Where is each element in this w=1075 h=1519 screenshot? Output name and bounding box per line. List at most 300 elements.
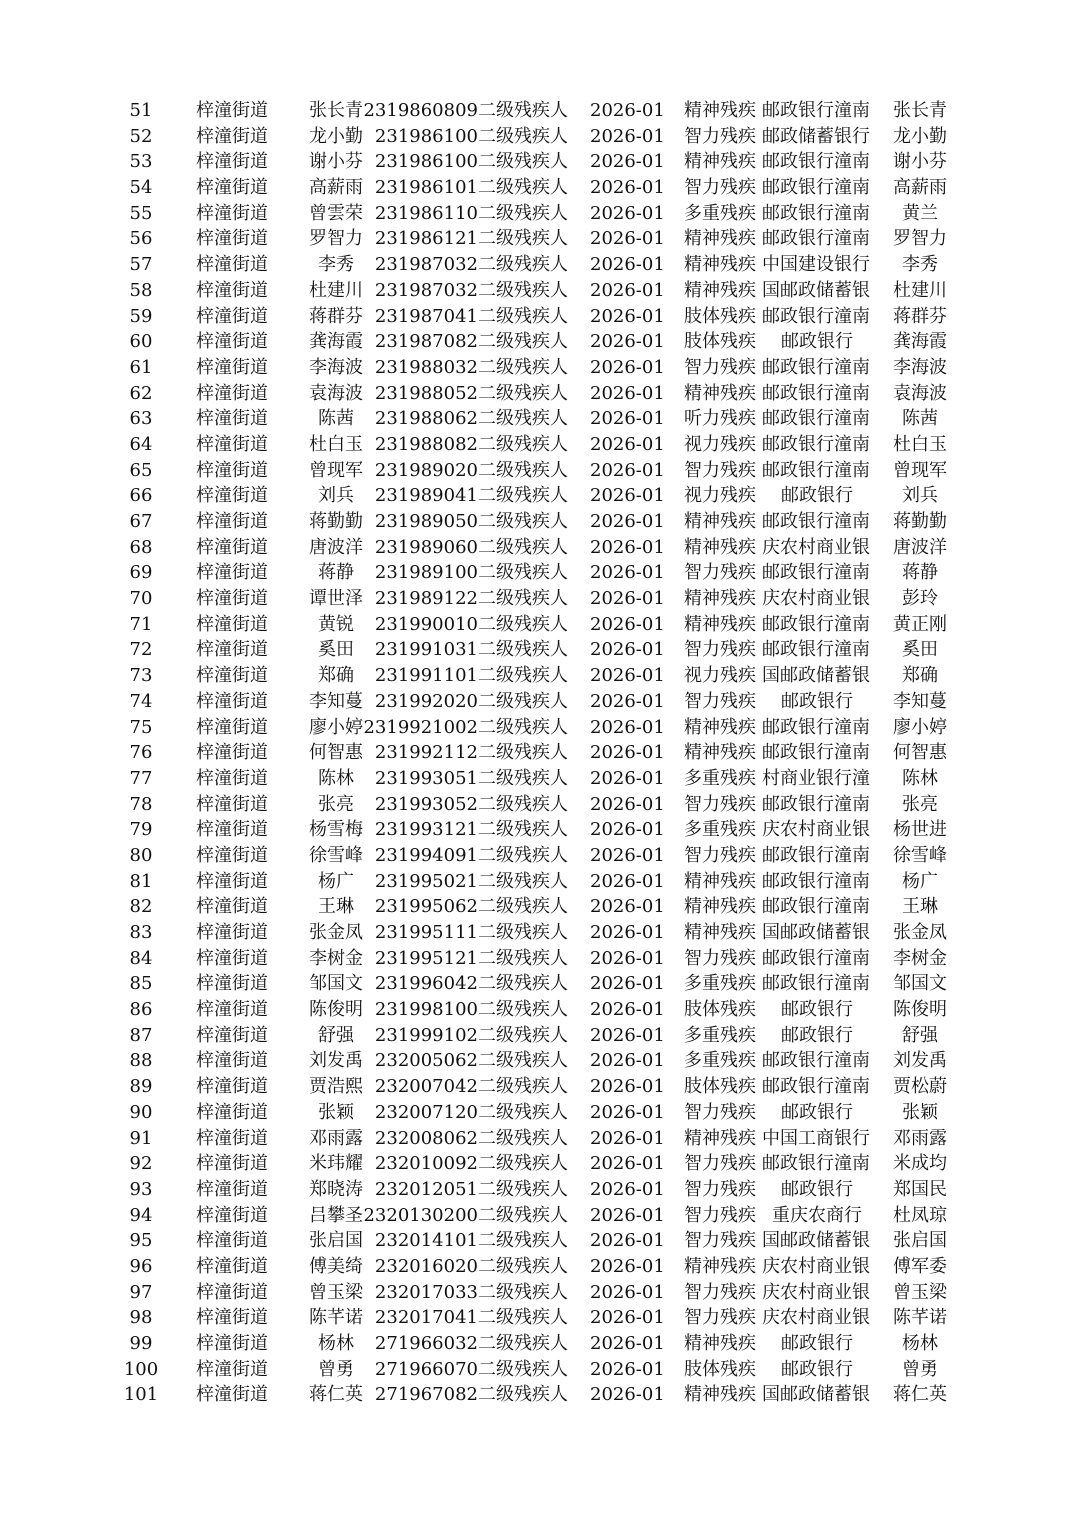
payee-cell: 刘发禹	[893, 1050, 947, 1072]
disability-type-cell: 视力残疾	[684, 433, 756, 455]
name-cell: 曾玉梁	[309, 1281, 363, 1303]
payee-cell: 张长青	[893, 100, 947, 121]
disability-level-cell: 二级残疾人	[478, 1153, 568, 1175]
disability-type-cell: 多重残疾	[684, 1024, 756, 1046]
name-cell: 龚海霞	[309, 331, 363, 353]
payee-cell: 杜建川	[893, 279, 947, 301]
row-number-cell: 87	[129, 1024, 153, 1046]
disability-type-cell: 智力残疾	[684, 1153, 756, 1175]
id-number-cell: 232007120	[374, 1101, 478, 1123]
period-cell: 2026-01	[590, 665, 665, 687]
street-cell: 梓潼街道	[196, 100, 268, 121]
period-cell: 2026-01	[590, 1333, 665, 1354]
disability-level-cell: 二级残疾人	[478, 613, 568, 635]
id-number-cell: 271966070	[374, 1358, 478, 1380]
disability-level-cell: 二级残疾人	[478, 1333, 568, 1354]
payee-cell: 龚海霞	[893, 331, 947, 353]
disability-level-cell: 二级残疾人	[478, 305, 568, 327]
disability-level-cell: 二级残疾人	[478, 1178, 568, 1200]
bank-cell: 庆农村商业银	[762, 1307, 870, 1329]
bank-cell: 庆农村商业银	[762, 588, 870, 610]
disability-level-cell: 二级残疾人	[478, 665, 568, 687]
row-number-cell: 97	[129, 1281, 153, 1303]
row-number-cell: 58	[129, 279, 153, 301]
disability-level-cell: 二级残疾人	[478, 1024, 568, 1046]
disability-level-cell: 二级残疾人	[478, 228, 568, 250]
disability-type-cell: 智力残疾	[684, 1307, 756, 1329]
bank-cell: 邮政储蓄银行	[762, 125, 870, 147]
name-cell: 邓雨露	[309, 1127, 363, 1149]
row-number-cell: 80	[129, 844, 153, 866]
disability-level-cell: 二级残疾人	[478, 1076, 568, 1098]
id-number-cell: 232012051	[374, 1178, 478, 1200]
period-cell: 2026-01	[590, 125, 665, 147]
id-number-cell: 231993121	[374, 819, 478, 841]
bank-cell: 邮政银行潼南	[762, 1153, 870, 1175]
table-row	[0, 458, 1075, 484]
table-row	[0, 124, 1075, 150]
disability-type-cell: 精神残疾	[684, 742, 756, 764]
row-number-cell: 69	[129, 562, 153, 584]
street-cell: 梓潼街道	[196, 742, 268, 764]
disability-level-cell: 二级残疾人	[478, 767, 568, 789]
name-cell: 吕攀圣	[309, 1204, 363, 1226]
id-number-cell: 231991031	[374, 639, 478, 661]
table-row	[0, 946, 1075, 972]
disability-level-cell: 二级残疾人	[478, 151, 568, 173]
disability-type-cell: 精神残疾	[684, 613, 756, 635]
bank-cell: 庆农村商业银	[762, 1281, 870, 1303]
name-cell: 陈茜	[318, 408, 354, 430]
name-cell: 张金凤	[309, 922, 363, 943]
name-cell: 陈林	[318, 767, 354, 789]
disability-type-cell: 智力残疾	[684, 1230, 756, 1252]
payee-cell: 李秀	[902, 254, 938, 276]
payee-cell: 李海波	[893, 356, 947, 378]
allowance-table	[0, 98, 1075, 1408]
bank-cell: 邮政银行潼南	[762, 947, 870, 969]
row-number-cell: 71	[129, 613, 153, 635]
disability-level-cell: 二级残疾人	[478, 511, 568, 532]
table-row	[0, 1254, 1075, 1280]
table-row	[0, 355, 1075, 381]
row-number-cell: 89	[129, 1076, 153, 1098]
payee-cell: 杨世进	[893, 819, 947, 841]
id-number-cell: 231992112	[374, 742, 478, 764]
disability-level-cell: 二级残疾人	[478, 819, 568, 841]
table-row	[0, 278, 1075, 304]
disability-level-cell: 二级残疾人	[478, 536, 568, 558]
row-number-cell: 86	[129, 999, 153, 1021]
name-cell: 郑晓涛	[309, 1178, 363, 1200]
street-cell: 梓潼街道	[196, 1178, 268, 1200]
period-cell: 2026-01	[590, 613, 665, 635]
name-cell: 傅美绮	[309, 1255, 363, 1277]
id-number-cell: 231986100	[374, 151, 478, 173]
payee-cell: 蒋群芬	[893, 305, 947, 327]
disability-type-cell: 智力残疾	[684, 1101, 756, 1123]
id-number-cell: 231994091	[374, 844, 478, 866]
bank-cell: 邮政银行潼南	[762, 896, 870, 918]
id-number-cell: 231995062	[374, 896, 478, 918]
disability-level-cell: 二级残疾人	[478, 331, 568, 353]
name-cell: 陈芊诺	[309, 1307, 363, 1329]
table-row	[0, 175, 1075, 201]
bank-cell: 国邮政储蓄银	[762, 1230, 870, 1252]
disability-type-cell: 智力残疾	[684, 562, 756, 584]
disability-type-cell: 精神残疾	[684, 100, 756, 121]
row-number-cell: 81	[129, 870, 153, 892]
table-row	[0, 766, 1075, 792]
name-cell: 蒋仁英	[309, 1384, 363, 1406]
street-cell: 梓潼街道	[196, 485, 268, 507]
row-number-cell: 82	[129, 896, 153, 918]
payee-cell: 郑国民	[893, 1178, 947, 1200]
bank-cell: 国邮政储蓄银	[762, 665, 870, 687]
disability-level-cell: 二级残疾人	[478, 459, 568, 481]
id-number-cell: 231988052	[374, 382, 478, 404]
disability-level-cell: 二级残疾人	[478, 896, 568, 918]
payee-cell: 廖小婷	[893, 716, 947, 738]
id-number-cell: 231995111	[374, 922, 478, 943]
disability-type-cell: 听力残疾	[684, 408, 756, 430]
bank-cell: 邮政银行潼南	[762, 639, 870, 661]
street-cell: 梓潼街道	[196, 511, 268, 532]
disability-level-cell: 二级残疾人	[478, 382, 568, 404]
street-cell: 梓潼街道	[196, 202, 268, 224]
name-cell: 邹国文	[309, 973, 363, 995]
disability-type-cell: 智力残疾	[684, 844, 756, 866]
payee-cell: 袁海波	[893, 382, 947, 404]
payee-cell: 罗智力	[893, 228, 947, 250]
bank-cell: 邮政银行潼南	[762, 202, 870, 224]
table-row	[0, 226, 1075, 252]
disability-level-cell: 二级残疾人	[478, 202, 568, 224]
street-cell: 梓潼街道	[196, 1153, 268, 1175]
id-number-cell: 231986100	[374, 125, 478, 147]
name-cell: 蒋群芬	[309, 305, 363, 327]
period-cell: 2026-01	[590, 485, 665, 507]
payee-cell: 李树金	[893, 947, 947, 969]
disability-level-cell: 二级残疾人	[478, 1127, 568, 1149]
payee-cell: 谢小芬	[893, 151, 947, 173]
street-cell: 梓潼街道	[196, 1333, 268, 1354]
period-cell: 2026-01	[590, 1281, 665, 1303]
id-number-cell: 231992020	[374, 690, 478, 712]
disability-type-cell: 精神残疾	[684, 896, 756, 918]
disability-type-cell: 精神残疾	[684, 536, 756, 558]
payee-cell: 张启国	[893, 1230, 947, 1252]
table-row	[0, 894, 1075, 920]
name-cell: 蒋静	[318, 562, 354, 584]
row-number-cell: 62	[129, 382, 153, 404]
table-row	[0, 509, 1075, 535]
street-cell: 梓潼街道	[196, 356, 268, 378]
period-cell: 2026-01	[590, 177, 665, 199]
name-cell: 徐雪峰	[309, 844, 363, 866]
row-number-cell: 55	[129, 202, 153, 224]
id-number-cell: 231995021	[374, 870, 478, 892]
street-cell: 梓潼街道	[196, 973, 268, 995]
table-row	[0, 1228, 1075, 1254]
bank-cell: 庆农村商业银	[762, 1255, 870, 1277]
row-number-cell: 94	[129, 1204, 153, 1226]
table-row	[0, 920, 1075, 946]
row-number-cell: 98	[129, 1307, 153, 1329]
name-cell: 杜白玉	[309, 433, 363, 455]
row-number-cell: 91	[129, 1127, 153, 1149]
payee-cell: 曾现军	[893, 459, 947, 481]
id-number-cell: 2320130200	[363, 1204, 478, 1226]
disability-type-cell: 多重残疾	[684, 973, 756, 995]
period-cell: 2026-01	[590, 100, 665, 121]
row-number-cell: 77	[129, 767, 153, 789]
name-cell: 李树金	[309, 947, 363, 969]
bank-cell: 邮政银行潼南	[762, 716, 870, 738]
bank-cell: 庆农村商业银	[762, 819, 870, 841]
id-number-cell: 2319921002	[363, 716, 478, 738]
period-cell: 2026-01	[590, 433, 665, 455]
payee-cell: 舒强	[902, 1024, 938, 1046]
disability-type-cell: 视力残疾	[684, 665, 756, 687]
street-cell: 梓潼街道	[196, 1024, 268, 1046]
disability-type-cell: 精神残疾	[684, 511, 756, 532]
street-cell: 梓潼街道	[196, 1101, 268, 1123]
bank-cell: 邮政银行潼南	[762, 151, 870, 173]
period-cell: 2026-01	[590, 1358, 665, 1380]
period-cell: 2026-01	[590, 1101, 665, 1123]
street-cell: 梓潼街道	[196, 459, 268, 481]
id-number-cell: 231999102	[374, 1024, 478, 1046]
disability-level-cell: 二级残疾人	[478, 716, 568, 738]
row-number-cell: 60	[129, 331, 153, 353]
table-row	[0, 98, 1075, 124]
row-number-cell: 73	[129, 665, 153, 687]
name-cell: 黄锐	[318, 613, 354, 635]
name-cell: 舒强	[318, 1024, 354, 1046]
table-row	[0, 381, 1075, 407]
name-cell: 唐波洋	[309, 536, 363, 558]
street-cell: 梓潼街道	[196, 665, 268, 687]
table-row	[0, 252, 1075, 278]
payee-cell: 张亮	[902, 793, 938, 815]
row-number-cell: 54	[129, 177, 153, 199]
period-cell: 2026-01	[590, 1204, 665, 1226]
table-row	[0, 1357, 1075, 1383]
row-number-cell: 56	[129, 228, 153, 250]
disability-type-cell: 智力残疾	[684, 356, 756, 378]
name-cell: 何智惠	[309, 742, 363, 764]
bank-cell: 国邮政储蓄银	[762, 279, 870, 301]
payee-cell: 陈茜	[902, 408, 938, 430]
payee-cell: 刘兵	[902, 485, 938, 507]
disability-level-cell: 二级残疾人	[478, 356, 568, 378]
name-cell: 李知蔓	[309, 690, 363, 712]
disability-type-cell: 智力残疾	[684, 793, 756, 815]
bank-cell: 邮政银行	[781, 999, 853, 1021]
disability-level-cell: 二级残疾人	[478, 408, 568, 430]
name-cell: 张颖	[318, 1101, 354, 1123]
disability-type-cell: 精神残疾	[684, 870, 756, 892]
period-cell: 2026-01	[590, 331, 665, 353]
table-row	[0, 843, 1075, 869]
period-cell: 2026-01	[590, 1307, 665, 1329]
disability-type-cell: 精神残疾	[684, 716, 756, 738]
street-cell: 梓潼街道	[196, 177, 268, 199]
disability-level-cell: 二级残疾人	[478, 1255, 568, 1277]
payee-cell: 李知蔓	[893, 690, 947, 712]
disability-level-cell: 二级残疾人	[478, 433, 568, 455]
row-number-cell: 66	[129, 485, 153, 507]
name-cell: 谭世泽	[309, 588, 363, 610]
payee-cell: 陈林	[902, 767, 938, 789]
row-number-cell: 57	[129, 254, 153, 276]
id-number-cell: 231988082	[374, 433, 478, 455]
street-cell: 梓潼街道	[196, 793, 268, 815]
disability-type-cell: 肢体残疾	[684, 305, 756, 327]
street-cell: 梓潼街道	[196, 382, 268, 404]
row-number-cell: 68	[129, 536, 153, 558]
row-number-cell: 67	[129, 511, 153, 532]
bank-cell: 邮政银行	[781, 485, 853, 507]
id-number-cell: 2319860809	[363, 100, 478, 121]
disability-type-cell: 精神残疾	[684, 151, 756, 173]
row-number-cell: 96	[129, 1255, 153, 1277]
street-cell: 梓潼街道	[196, 639, 268, 661]
name-cell: 高薪雨	[309, 177, 363, 199]
row-number-cell: 51	[129, 100, 153, 121]
period-cell: 2026-01	[590, 459, 665, 481]
row-number-cell: 75	[129, 716, 153, 738]
street-cell: 梓潼街道	[196, 331, 268, 353]
bank-cell: 中国工商银行	[762, 1127, 870, 1149]
row-number-cell: 64	[129, 433, 153, 455]
id-number-cell: 232007042	[374, 1076, 478, 1098]
disability-type-cell: 精神残疾	[684, 922, 756, 943]
street-cell: 梓潼街道	[196, 1230, 268, 1252]
period-cell: 2026-01	[590, 1076, 665, 1098]
table-row	[0, 997, 1075, 1023]
row-number-cell: 78	[129, 793, 153, 815]
row-number-cell: 92	[129, 1153, 153, 1175]
street-cell: 梓潼街道	[196, 613, 268, 635]
street-cell: 梓潼街道	[196, 896, 268, 918]
table-row	[0, 406, 1075, 432]
name-cell: 米玮耀	[309, 1153, 363, 1175]
disability-type-cell: 精神残疾	[684, 279, 756, 301]
payee-cell: 张金凤	[893, 922, 947, 943]
disability-level-cell: 二级残疾人	[478, 742, 568, 764]
table-row	[0, 432, 1075, 458]
disability-level-cell: 二级残疾人	[478, 922, 568, 943]
bank-cell: 邮政银行潼南	[762, 408, 870, 430]
table-row	[0, 663, 1075, 689]
payee-cell: 蒋仁英	[893, 1384, 947, 1406]
disability-level-cell: 二级残疾人	[478, 793, 568, 815]
payee-cell: 王琳	[902, 896, 938, 918]
id-number-cell: 271967082	[374, 1384, 478, 1406]
period-cell: 2026-01	[590, 1024, 665, 1046]
table-row	[0, 1305, 1075, 1331]
period-cell: 2026-01	[590, 690, 665, 712]
row-number-cell: 83	[129, 922, 153, 943]
row-number-cell: 85	[129, 973, 153, 995]
id-number-cell: 232016020	[374, 1255, 478, 1277]
id-number-cell: 231986110	[374, 202, 478, 224]
disability-type-cell: 精神残疾	[684, 382, 756, 404]
street-cell: 梓潼街道	[196, 1127, 268, 1149]
period-cell: 2026-01	[590, 1384, 665, 1406]
id-number-cell: 231989060	[374, 536, 478, 558]
disability-level-cell: 二级残疾人	[478, 1204, 568, 1226]
id-number-cell: 231995121	[374, 947, 478, 969]
disability-type-cell: 肢体残疾	[684, 999, 756, 1021]
name-cell: 袁海波	[309, 382, 363, 404]
street-cell: 梓潼街道	[196, 1050, 268, 1072]
disability-type-cell: 精神残疾	[684, 588, 756, 610]
table-row	[0, 792, 1075, 818]
street-cell: 梓潼街道	[196, 819, 268, 841]
disability-level-cell: 二级残疾人	[478, 279, 568, 301]
period-cell: 2026-01	[590, 511, 665, 532]
table-row	[0, 1177, 1075, 1203]
table-row	[0, 715, 1075, 741]
table-row	[0, 149, 1075, 175]
disability-type-cell: 智力残疾	[684, 125, 756, 147]
period-cell: 2026-01	[590, 1255, 665, 1277]
id-number-cell: 231987041	[374, 305, 478, 327]
street-cell: 梓潼街道	[196, 1384, 268, 1406]
id-number-cell: 231989041	[374, 485, 478, 507]
bank-cell: 邮政银行	[781, 1101, 853, 1123]
disability-level-cell: 二级残疾人	[478, 844, 568, 866]
name-cell: 曾勇	[318, 1358, 354, 1380]
street-cell: 梓潼街道	[196, 1204, 268, 1226]
bank-cell: 重庆农商行	[772, 1204, 862, 1226]
name-cell: 李秀	[318, 254, 354, 276]
name-cell: 奚田	[318, 639, 354, 661]
payee-cell: 曾勇	[902, 1358, 938, 1380]
street-cell: 梓潼街道	[196, 254, 268, 276]
disability-type-cell: 精神残疾	[684, 1384, 756, 1406]
period-cell: 2026-01	[590, 151, 665, 173]
name-cell: 张亮	[318, 793, 354, 815]
street-cell: 梓潼街道	[196, 999, 268, 1021]
name-cell: 曾现军	[309, 459, 363, 481]
bank-cell: 村商业银行潼	[762, 767, 870, 789]
row-number-cell: 65	[129, 459, 153, 481]
payee-cell: 高薪雨	[893, 177, 947, 199]
disability-type-cell: 精神残疾	[684, 254, 756, 276]
id-number-cell: 231991101	[374, 665, 478, 687]
row-number-cell: 93	[129, 1178, 153, 1200]
id-number-cell: 232017033	[374, 1281, 478, 1303]
disability-level-cell: 二级残疾人	[478, 562, 568, 584]
disability-level-cell: 二级残疾人	[478, 870, 568, 892]
name-cell: 蒋勤勤	[309, 511, 363, 532]
bank-cell: 邮政银行潼南	[762, 382, 870, 404]
period-cell: 2026-01	[590, 973, 665, 995]
bank-cell: 邮政银行潼南	[762, 613, 870, 635]
row-number-cell: 72	[129, 639, 153, 661]
disability-type-cell: 多重残疾	[684, 202, 756, 224]
id-number-cell: 231996042	[374, 973, 478, 995]
bank-cell: 邮政银行	[781, 1178, 853, 1200]
id-number-cell: 231987032	[374, 279, 478, 301]
name-cell: 龙小勤	[309, 125, 363, 147]
name-cell: 罗智力	[309, 228, 363, 250]
disability-level-cell: 二级残疾人	[478, 1281, 568, 1303]
